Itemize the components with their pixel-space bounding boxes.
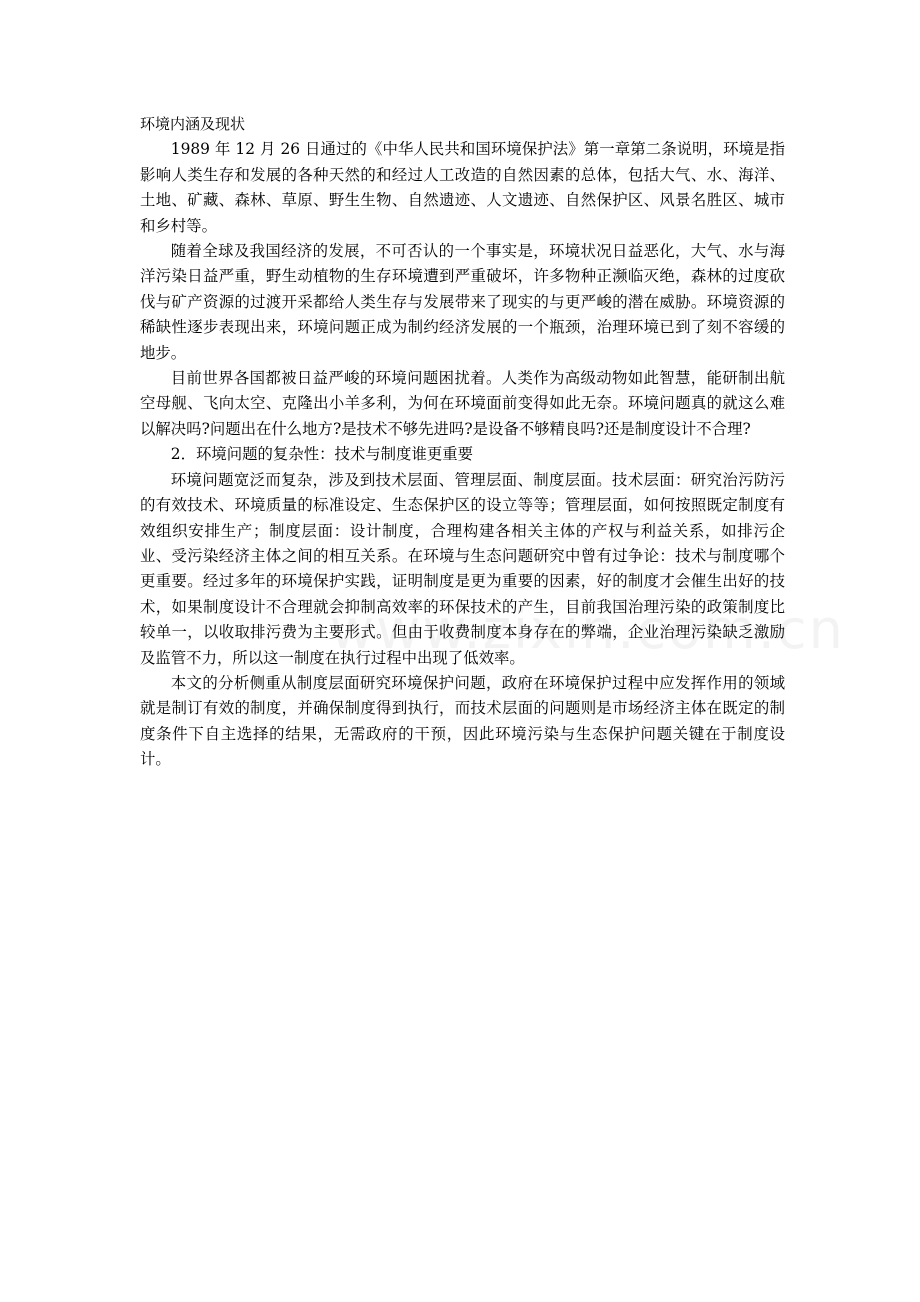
paragraph-1: 1989 年 12 月 26 日通过的《中华人民共和国环境保护法》第一章第二条说明，环境是指影响人类生存和发展的各种天然的和经过人工改造的自然因素的总体，包括大气、水、海洋、土地、矿藏、森林、草原、野生生物、自然遗迹、人文遗迹、自然保护区、风景名胜区、城市和乡村等。	[140, 140, 785, 235]
paragraph-4: 环境问题宽泛而复杂，涉及到技术层面、管理层面、制度层面。技术层面：研究治污防污的有效技术、环境质量的标准设定、生态保护区的设立等等；管理层面，如何按照既定制度有效组织安排生产；制度层面：设计制度，合理构建各相关主体的产权与利益关系，如排污企业、受污染经济主体之间的相互关系。在环境与生态问题研究中曾有过争论：技术与制度哪个更重要。经过多年的环境保护实践，证明制度是更为重要的因素，好的制度才会催生出好的技术，如果制度设计不合理就会抑制高效率的环保技术的产生，目前我国治理污染的政策制度比较单一，以收取排污费为主要形式。但由于收费制度本身存在的弊端，企业治理污染缺乏激励及监管不力，所以这一制度在执行过程中出现了低效率。	[140, 470, 785, 667]
paragraph-3: 目前世界各国都被日益严峻的环境问题困扰着。人类作为高级动物如此智慧，能研制出航空母舰、飞向太空、克隆出小羊多利，为何在环境面前变得如此无奈。环境问题真的就这么难以解决吗?问题出在什么地方?是技术不够先进吗?是设备不够精良吗?还是制度设计不合理?	[140, 369, 785, 438]
paragraph-2: 随着全球及我国经济的发展，不可否认的一个事实是，环境状况日益恶化，大气、水与海洋污染日益严重，野生动植物的生存环境遭到严重破坏，许多物种正濒临灭绝，森林的过度砍伐与矿产资源的过渡开采都给人类生存与发展带来了现实的与更严峻的潜在威胁。环境资源的稀缺性逐步表现出来，环境问题正成为制约经济发展的一个瓶颈，治理环境已到了刻不容缓的地步。	[140, 242, 785, 362]
section-heading: 2．环境问题的复杂性：技术与制度谁更重要	[170, 445, 474, 464]
document-title: 环境内涵及现状	[140, 115, 246, 133]
document-body	[140, 112, 785, 773]
paragraph-5: 本文的分析侧重从制度层面研究环境保护问题，政府在环境保护过程中应发挥作用的领域就是制订有效的制度，并确保制度得到执行，而技术层面的问题则是市场经济主体在既定的制度条件下自主选择的结果，无需政府的干预，因此环境污染与生态保护问题关键在于制度设计。	[140, 673, 785, 769]
